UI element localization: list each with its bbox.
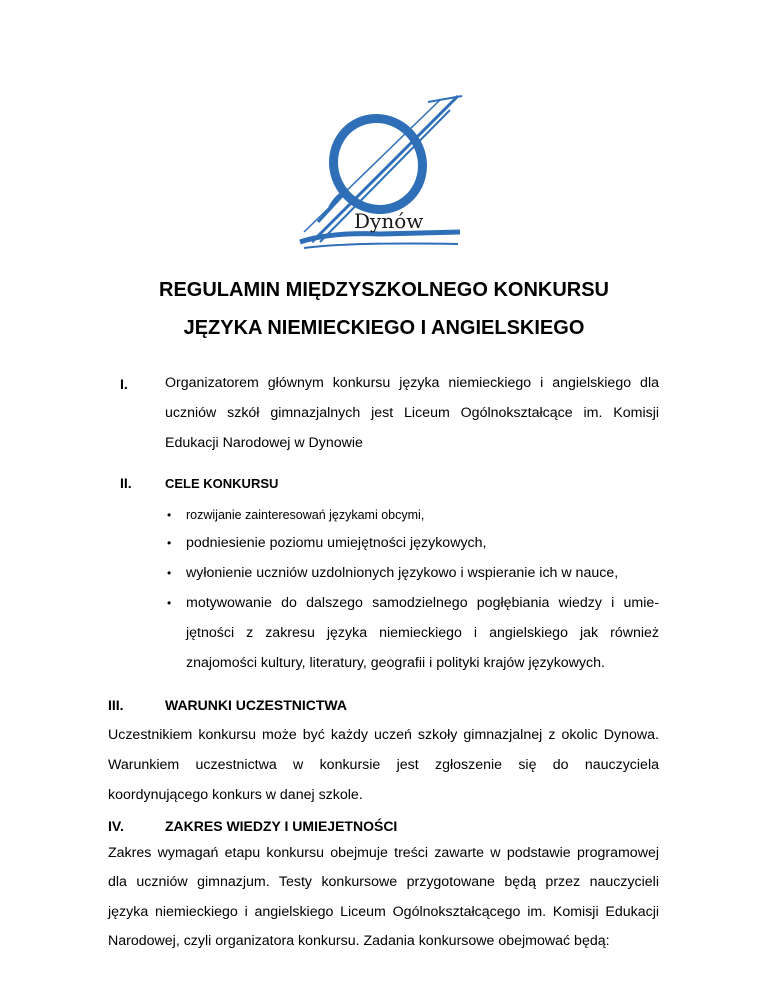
section-4-line-4: Narodowej, czyli organizatora konkursu. Zadania konkursowe obejmować będą: [108,933,610,949]
logo-text: Dynów [354,209,424,233]
section-3-line-1: Uczestnikiem konkursu może być każdy uczeń szkoły gimnazjalnej z okolic Dynowa. [108,727,659,743]
section-4-line-1: Zakres wymagań etapu konkursu obejmuje treści zawarte w podstawie programowej [108,845,659,861]
section-1-number: I. [120,376,128,392]
goal-item-4-cont-1: jętności z zakresu języka niemieckiego i angielskiego jak również [186,625,659,641]
section-2-heading: CELE KONKURSU [165,476,279,491]
document-title-line-1: REGULAMIN MIĘDZYSZKOLNEGO KONKURSU [159,279,609,301]
section-3-number: III. [108,697,124,713]
goal-item-1: rozwijanie zainteresowań językami obcymi, [186,508,425,522]
school-logo [290,92,470,252]
bullet-icon: • [167,536,172,550]
section-1-line-2: uczniów szkół gimnazjalnych jest Liceum Ogólnokształcące im. Komisji [165,405,659,421]
document-title-line-2: JĘZYKA NIEMIECKIEGO I ANGIELSKIEGO [183,317,585,339]
section-3-heading: WARUNKI UCZESTNICTWA [165,697,347,713]
bullet-icon: • [167,566,172,580]
section-3-line-3: koordynującego konkurs w danej szkole. [108,787,363,803]
section-1-line-3: Edukacji Narodowej w Dynowie [165,435,363,451]
goal-item-2: podniesienie poziomu umiejętności językowych, [186,535,487,551]
goal-item-4-cont-2: znajomości kultury, literatury, geografii i polityki krajów językowych. [186,655,605,671]
section-3-line-2: Warunkiem uczestnictwa w konkursie jest zgłoszenie się do nauczyciela [108,757,659,773]
section-4-line-3: języka niemieckiego i angielskiego Liceum Ogólnokształcącego im. Komisji Edukacji [108,904,659,920]
goal-item-3: wyłonienie uczniów uzdolnionych językowo i wspieranie ich w nauce, [186,565,619,581]
section-1-line-1: Organizatorem głównym konkursu języka niemieckiego i angielskiego dla [165,375,659,391]
section-4-number: IV. [108,818,124,834]
bullet-icon: • [167,596,172,610]
section-4-heading: ZAKRES WIEDZY I UMIEJETNOŚCI [165,818,398,834]
goal-item-4: motywowanie do dalszego samodzielnego pogłębiania wiedzy i umie- [186,595,659,611]
section-2-number: II. [120,475,132,491]
bullet-icon: • [167,508,172,522]
section-4-line-2: dla uczniów gimnazjum. Testy konkursowe przygotowane będą przez nauczycieli [108,874,659,890]
